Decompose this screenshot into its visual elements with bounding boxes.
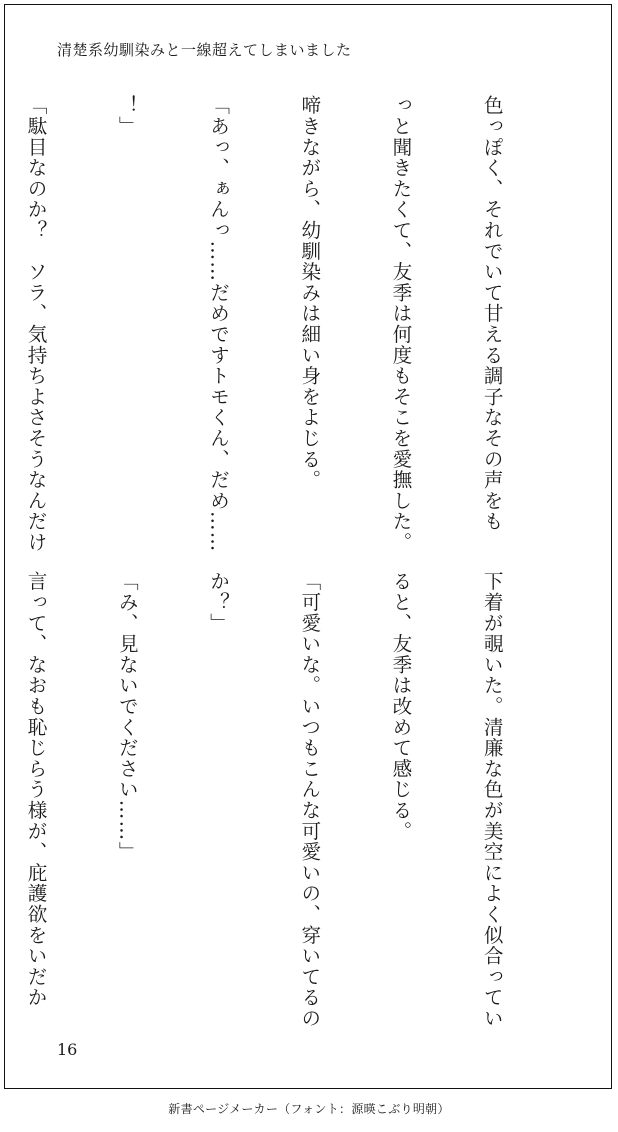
text-line: か？」 bbox=[206, 571, 230, 634]
text-line: ると、友季は改めて感じる。 bbox=[388, 571, 412, 842]
text-block-bottom bbox=[0, 571, 567, 1029]
text-line: ！」 bbox=[115, 95, 139, 137]
text-line: 「あっ、ぁんっ……だめですトモくん、だめ…… bbox=[206, 95, 230, 553]
text-line: 色っぽく、それでいて甘える調子なその声をも bbox=[480, 95, 504, 532]
text-line: 「駄目なのか？ ソラ、気持ちよさそうなんだけ bbox=[24, 95, 48, 553]
text-line: 啼きながら、幼馴染みは細い身をよじる。 bbox=[297, 95, 321, 491]
running-title: 清楚系幼馴染みと一線超えてしまいました bbox=[57, 41, 352, 59]
page-number: 16 bbox=[57, 1040, 78, 1059]
text-line: っと聞きたくて、友季は何度もそこを愛撫した。 bbox=[388, 95, 412, 553]
text-line: 言って、なおも恥じらう様が、庇護欲をいだか bbox=[24, 571, 48, 1008]
text-line: 下着が覗いた。清廉な色が美空によく似合ってい bbox=[480, 571, 504, 1029]
footer-credit: 新書ページメーカー（フォント：源暎こぶり明朝） bbox=[168, 1102, 450, 1116]
text-line: 「可愛いな。いつもこんな可愛いの、穿いてるの bbox=[297, 571, 321, 1029]
text-block-top bbox=[0, 95, 567, 553]
book-page bbox=[4, 4, 612, 1089]
text-line: 「み、見ないでください……」 bbox=[115, 571, 139, 863]
